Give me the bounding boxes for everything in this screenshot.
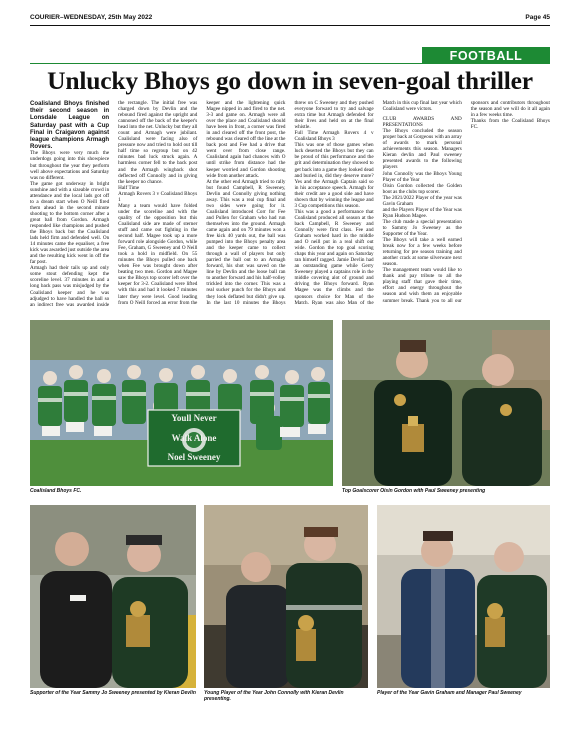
- article-paragraph: Half Time: [118, 184, 140, 191]
- article-body: [30, 100, 550, 308]
- banner-line: Walk Alone: [171, 432, 217, 443]
- supporter-photo-image: [30, 505, 196, 688]
- article-paragraph: At the other end Armagh tried to rally but found Campbell, R Sweeney, Devlin and Connolly giving nothing away. This was a real cup final and two sides were going for it. Coalisland introduced Corr for Fee and Pullen for Graham who had run themselves into the ground. Armagh came again and on 79 minutes won a free kick 40 yards out, the ball was pumped into the Bhoys penalty area and the keeper came to collect through a wall of players but only parried the ball out to an Armagh forward, his shot was saved on the line by Devlin and the loose ball ran to another forward and his half-volley trickled into the corner. This was a real sucker punch for the Bhoys and they look deflated but didn't give up. In the last 10 minutes the Bhoys threw on C Sweeney and they pushed everyone forward to try and salvage extra time but Armagh defended for their lives and held on at the final whistle.: [206, 100, 374, 306]
- player-of-year-photo-image: [377, 505, 550, 688]
- article-paragraph: The Bhoys were very much the underdogs going into this showpiece but throughout the year they perform well above expectations and Saturday was no different.: [30, 150, 110, 181]
- banner-text: [148, 411, 240, 465]
- young-player-photo: [204, 505, 368, 688]
- article-paragraph: Full Time Armagh Rovers 4 v Coalisland Bhoys 3: [294, 130, 374, 143]
- article-paragraph: Many a team would have folded under the scoreline and with the quality of the opposition but this Coalisland side are made of sterner stuff and came out fighting in the second half. Magee took up a more forward role alongside Gordon, while Fee, Graham, G Sweeney and O Neill took a hold in midfield. On 55 minutes the Bhoys pulled one back when Fee was brought down after beating two men. Gordon and Magee saw the Bhoys top scorer left over the keeper for 3-2. Coalisland were lifted with this and had it looked 7 minutes later they were level. Good leading from O Neill forced an error from the keeper and the lightening quick Magee nipped in and fired to the net. 3-3 and game on. Armagh were all over the place and Coalisland should have been in front, a corner was fired in and cleared off the front post, the rebound was cleared off the line at the back post and Fee had a drive that went over from close range. Coalisland again had chances with O until strike from distance had the keeper worried and Gordon shooting wide from another attack.: [118, 100, 286, 306]
- banner-line: Noel Sweeney: [167, 452, 221, 462]
- player-of-year-photo: [377, 505, 550, 688]
- awards-paragraph: Oisin Gordon collected the Golden boot as the clubs top scorer.: [382, 182, 462, 195]
- team-photo-caption: Coalisland Bhoys FC.: [30, 488, 82, 494]
- top-scorer-caption: Top Goalscorer Oisin Gordon with Paul Sweeney presenting: [342, 488, 486, 494]
- section-divider: [30, 63, 422, 64]
- page-number: Page 45: [525, 13, 550, 21]
- team-photo: [30, 320, 333, 486]
- awards-paragraph: The 2021/2022 Player of the year was Gavin Graham: [382, 194, 462, 207]
- supporter-caption: Supporter of the Year Sammy Jo Sweeney presented by Kieran Devlin: [30, 690, 196, 696]
- awards-paragraph: The management team would like to thank and pay tribute to all the playing staff that gave their time, effort and energy throughout the season and wish them an enjoyable summer break. Thank you to all our sponsors and contributors throughout the season and we will do it all again in a few weeks time.: [382, 100, 550, 304]
- section-label: FOOTBALL: [422, 47, 550, 64]
- young-player-photo-image: [204, 505, 368, 688]
- awards-paragraph: John Connolly was the Bhoys Young Player of the Year: [382, 170, 462, 183]
- awards-paragraph: Thanks from the Coalisland Bhoys FC.: [470, 118, 550, 131]
- top-scorer-photo-image: [342, 320, 550, 486]
- top-scorer-photo: [342, 320, 550, 486]
- awards-subhead: CLUB AWARDS AND PRESENTATIONS: [382, 116, 462, 129]
- player-of-year-caption: Player of the Year Gavin Graham and Manager Paul Sweeney: [377, 690, 522, 696]
- headline: Unlucky Bhoys go down in seven-goal thriller: [47, 66, 533, 95]
- article-paragraph: Armagh had their tails up and only some stout defending kept the scoreline level. 37 minutes in and a long back pass was misjudged by the Coalisland keeper and he was adjudged to have handled the ball so an indirect free was awarded inside the rectangle. The initial free was charged down by Devlin and the rebound fired against the upright and cannoned off the back of the keeper's head into the net. Unlucky but they all count and Armagh were jubilant. Coalisland were facing also of pressure now and tried to hold out till half time so regroup but on 42 minutes bad luck struck again. A harmless corner fell to the back post and the Armagh wingback shot deflected off Connolly and in giving the keeper no chance.: [30, 100, 198, 308]
- supporter-photo: [30, 505, 196, 688]
- awards-paragraph: The club made a special presentation to Sammy Jo Sweeney as the Supporter of the Year.: [382, 218, 462, 237]
- awards-paragraph: The Bhoys will take a well earned break now for a few weeks before returning for pre season training and another crack at some silverware next season.: [382, 237, 462, 268]
- article-paragraph: This was one of those games when luck deserted the Bhoys but they can be proud of this performance and the grit and determination they showed to get back into a game they looked dead and buried in, did they deserve more? Yes and the Armagh Captain said so in his acceptance speech. Armagh for their credit are a good side and have shown that by winning the league and 3 Cup competitions this season.: [294, 142, 374, 209]
- awards-paragraph: and the Players Player of the Year was Ryan Hudson Magee.: [382, 206, 462, 219]
- issue-date: COURIER–WEDNESDAY, 25th May 2022: [30, 13, 153, 21]
- awards-paragraph: The Bhoys concluded the season proper back at Gorgeous with an array of awards to mark personal achievements this season. Managers Kieran devlin and Paul sweeney presented awards to the following players: [382, 128, 462, 171]
- article-lead: Coalisland Bhoys finished their second season in Lonsdale League on Saturday past with a Cup Final in Craigavon against league champions Armagh Rovers.: [30, 100, 110, 151]
- article-paragraph: This was a good a performance that Coalisland produced all season at the back Campbell, R Sweeney and Connolly were first class. Fee and Graham worked hard in the middle and O neill put in a real shift out wide. Gordon the top goal scoring chaps this year and again on Saturday ran himself ragged. Jamie Devlin had an outstanding game while Gerry Sweeney played a captains role in the middle covering alot of ground and driving the Bhoys forward. Ryan Magee was the climbs and the sponsors choice for Man of the Match. Ryan was also Man of the Match in this cup final last year which Coalisland were victors.: [294, 100, 462, 306]
- article-paragraph: Armagh Rovers 3 v Coalisland Bhoys 1: [118, 190, 198, 203]
- article-paragraph: The game got underway in bright sunshine and with a sizeable crowd in attendance and the local lads got off to a dream start when O Neill fired them ahead in the second minute shooting to the bottom corner after a great ball from Gordon. Armagh responded like champions and pushed the Bhoys back but the Coalisland lads held firm and defended well. On 14 minutes came the equaliser, a free kick was awarded just outside the area and the resulting kick went in off the far post.: [30, 180, 110, 266]
- page-header: [30, 10, 550, 24]
- young-player-caption: Young Player of the Year John Connolly with Kieran Devlin presenting.: [204, 690, 344, 702]
- banner-line: Youll Never: [171, 413, 217, 423]
- header-rule: [30, 25, 550, 26]
